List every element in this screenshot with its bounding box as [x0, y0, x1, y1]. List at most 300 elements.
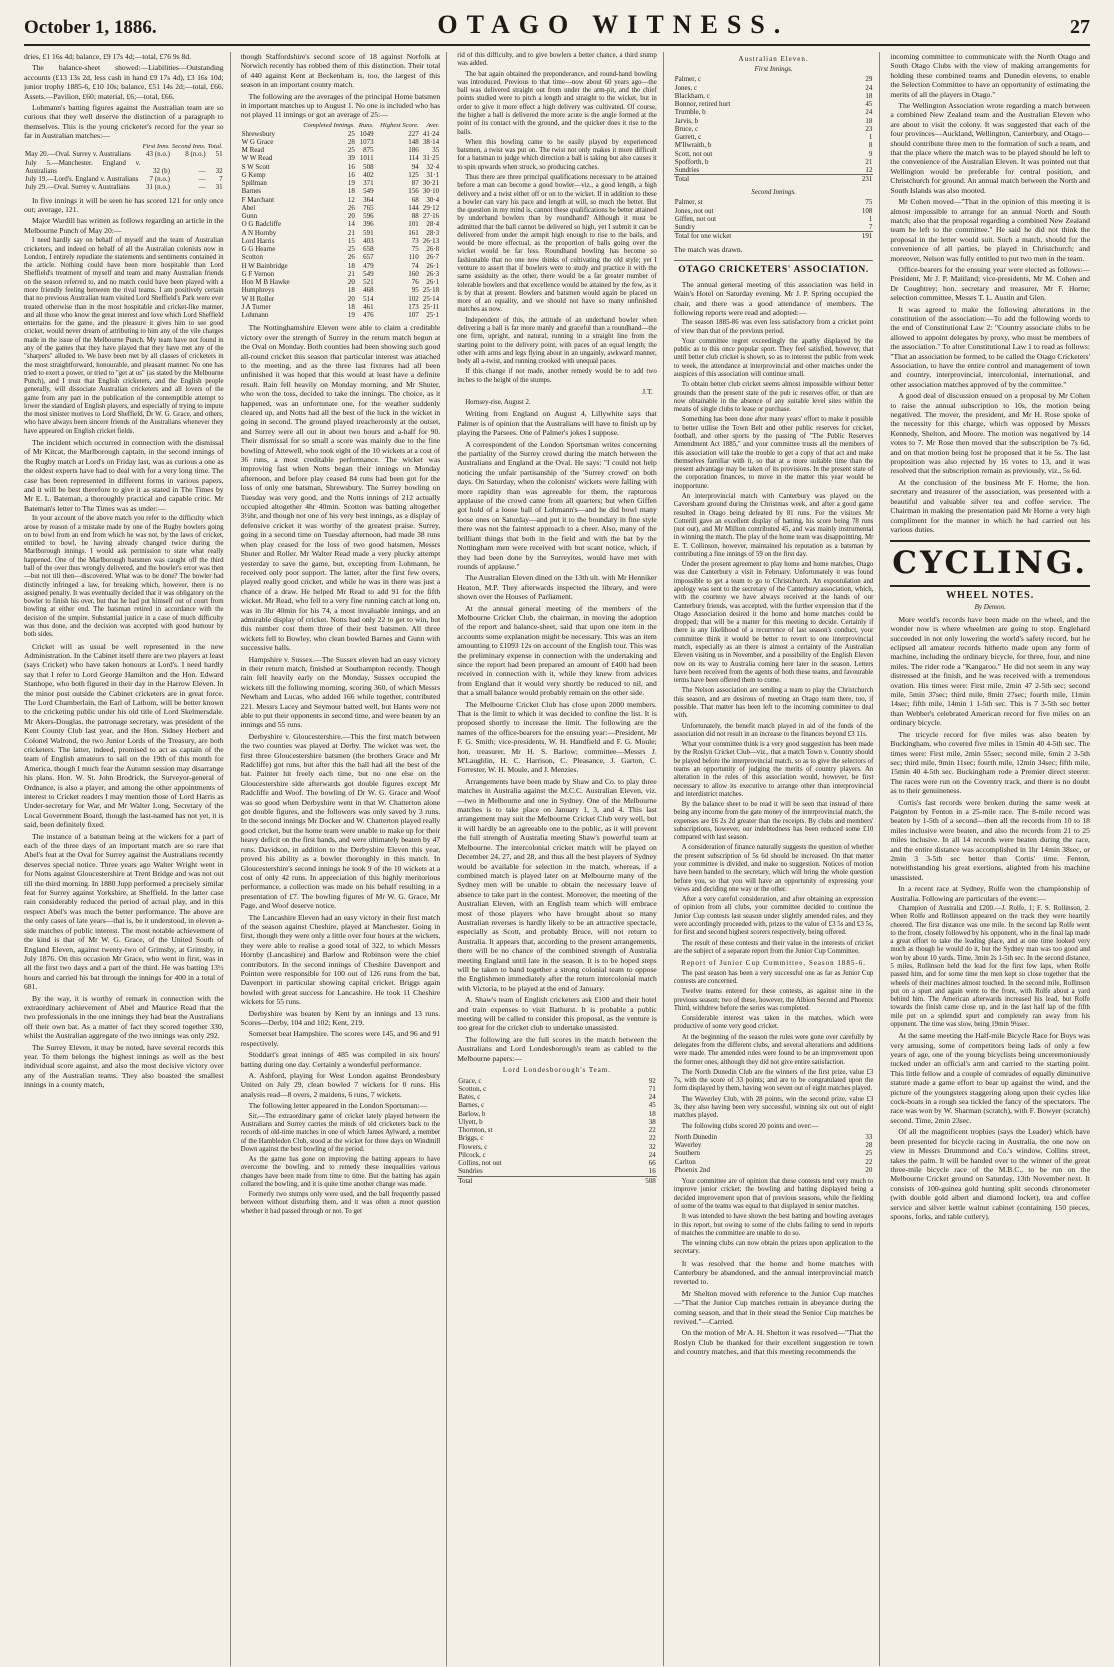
- table-row: [674, 117, 874, 125]
- table-cell: 8 (n.o.): [185, 150, 206, 159]
- table-cell: Abel: [241, 203, 256, 212]
- table-cell: 25: [347, 245, 355, 254]
- report-paragraph: To obtain better club cricket seems almost impossible without better grounds than the present state of the pub ic reserves offer, or than are now obtainable in the absence of any suitable level sites within the means of single clubs to lease or purchase.: [673, 381, 874, 414]
- table-cell: 227: [408, 129, 419, 138]
- table-cell: 38: [648, 1117, 656, 1126]
- table-cell: —: [198, 183, 206, 192]
- table-row: [24, 159, 224, 176]
- table-row: [241, 262, 441, 270]
- table-cell: 45: [648, 1101, 656, 1110]
- paragraph: The Australian Eleven dined on the 13th ult. with Mr Henniker Heaton, M.P. They afterwards inspected the library, and were shown over the Houses of Parliament.: [457, 573, 657, 602]
- table-cell: 35: [432, 146, 440, 155]
- table-cell: 51: [215, 150, 223, 159]
- table-cell: 33: [865, 1132, 873, 1141]
- table-cell: 173: [408, 302, 419, 311]
- table-cell: 30·21: [422, 179, 440, 188]
- section-banner-cycling: CYCLING.: [890, 540, 1090, 586]
- table-cell: 32 (b): [153, 166, 170, 175]
- table-cell: 476: [363, 311, 374, 320]
- table-cell: Total for one wicket: [674, 232, 838, 241]
- table-cell: 591: [363, 228, 374, 237]
- scorecard-title: Australian Eleven.: [738, 55, 809, 63]
- table-row: [674, 223, 874, 232]
- table-cell: W W Read: [241, 154, 273, 163]
- quoted-letter: The bat again obtained the preponderance, and round-hand bowling was introduced. Previous to that time—now about 60 years ago—the ball was delivered straight out from under the arm-pit, and the chief points studied were to pitch a length and straight to the wicket, but in order to give it more effect a high delivery was cultivated. Of course, the higher a ball is delivered the more acute is the angle formed at the point of its contact with the ground, and the quicker does it rise to the bails.: [457, 70, 657, 136]
- table-cell: 20: [347, 278, 355, 287]
- table-row: [457, 1159, 657, 1167]
- table-cell: 1: [868, 214, 873, 223]
- table-row: [674, 84, 874, 92]
- table-cell: O G Radcliffe: [241, 220, 282, 229]
- report-paragraph: What your committee think is a very good suggestion has been made by the Roslyn Cricket Club—viz., that a match Town v. Country should be played before the interprovincial match, so as to give the selectors of teams an opportunity of judging the merits of country players. An alteration in the rules of this association would, however, be first necessary to allow its executive to arrange other than interprovincial and interdistrict matches.: [673, 741, 874, 798]
- table-row: [457, 1077, 657, 1085]
- table-row: [674, 75, 874, 83]
- table-cell: Southern: [674, 1149, 701, 1158]
- table-cell: 7 (n.o.): [149, 175, 170, 184]
- table-cell: 76: [411, 278, 419, 287]
- table-cell: 73: [411, 236, 419, 245]
- report-paragraph: The Nelson association are sending a team to play the Christchurch this season, and are desirous of meeting an Otago team there, too, if possible. That matter has been left to the incoming committee to deal with.: [673, 687, 874, 720]
- table-row: [457, 1118, 657, 1126]
- table-row: [674, 150, 874, 158]
- table-cell: Bates, c: [458, 1093, 481, 1102]
- paragraph: incoming committee to communicate with the North Otago and South Otago Clubs with the view of making arrangements for holding these combined teams and Dunedin elevens, to enable the Selection Committee to have an opportunity of estimating the merits of all the players in Otago.": [890, 52, 1090, 99]
- table-cell: 32·4: [426, 162, 440, 171]
- table-cell: 24: [865, 83, 873, 92]
- table-cell: 87: [411, 179, 419, 188]
- table-row: [674, 125, 874, 133]
- table-cell: 25: [865, 1149, 873, 1158]
- table-row: [241, 229, 441, 237]
- quoted-letter: Independent of this, the attitude of an underhand bowler when delivering a ball is far more manly and graceful than a roundhand—the one firm, upright, and natural, running in a straight line from the starting point to the delivery point, with paces of an equal length; the other with arms and legs flying about in an ungainly, awkward manner, body all a-twist, and running crooked with unequal paces.: [457, 316, 657, 366]
- table-row: [674, 166, 874, 175]
- report-paragraph: An interprovincial match with Canterbury was played on the Caversham ground during the Christmas week, and after a good game resulted in Otago being defeated by 81 runs. For the visitors Mr Cotterill gave an excellent display of batting, his score being 78 runs (not out), and Mr Millton contributed 45, and was mainly instrumental in winning the match. The play of the home team was disappointing. Mr E. T. Collinson, however, maintained his reputation as a batsman by contributing a fine innings of 59 on the first day.: [673, 492, 874, 558]
- paragraph: At the annual general meeting of the members of the Melbourne Cricket Club, the chairman, in moving the adoption of the report and balance-sheet, said that upon one item in the accounts some explanation might be necessary. This was an item amounting to £1093 12s on account of the English tour. This was the preliminary expense in connection with the undertaking and since the report had been prepared an amount of £400 had been received in connection with it, while they knew from advices from England that it would very shortly be reduced to nil, and that a small balance would probably remain on the other side.: [457, 603, 657, 698]
- table-cell: Barlow, b: [458, 1109, 486, 1118]
- table-cell: Gunn: [241, 212, 258, 221]
- table-cell: 26·1: [426, 261, 440, 270]
- table-row: [674, 198, 874, 206]
- table-cell: 22: [865, 1157, 873, 1166]
- table-cell: 160: [408, 269, 419, 278]
- table-row: [241, 253, 441, 261]
- paragraph: Cortis's fast records were broken during the same week at Paignton by Fenton in a 25-mile race. The 8-mile record was beaten by 1-5th of a second—then all the records from 10 to 18 miles inclusive were beaten, and also the records from 21 to 25 miles inclusive. In all 14 records were beaten during the race, and the entire distance was accomplished in 1hr 14min 38sec, or 2min 3 3-5th sec better than Cortis' time. Fenton, notwithstanding his great exertions, alighted from his machine unassisted.: [890, 797, 1090, 882]
- report-paragraph: A consideration of finance naturally suggests the question of whether the present subscription of 5s 6d should be increased. On that matter your committee is divided, and make no suggestion. Notices of motion have been handed to the secretary, which will bring the whole question before you, so that you will have an opportunity of expressing your views and deciding one way or the other.: [673, 844, 874, 893]
- table-cell: 24: [865, 108, 873, 117]
- table-header: Runs.: [358, 121, 374, 129]
- table-row: [457, 1151, 657, 1159]
- article-byline: By Demon.: [974, 603, 1006, 612]
- column-3: [457, 52, 664, 1666]
- table-header: Second Inns.: [171, 142, 206, 150]
- table-row: [241, 130, 441, 138]
- table-row: [241, 245, 441, 253]
- issue-date: October 1, 1886.: [24, 17, 157, 38]
- column-4: [674, 52, 881, 1666]
- table-cell: 144: [408, 203, 419, 212]
- table-row: [241, 286, 441, 294]
- table-row: [457, 1085, 657, 1093]
- table-cell: 26·1: [426, 278, 440, 287]
- table-cell: S W Scott: [241, 162, 270, 171]
- table-row: [241, 220, 441, 228]
- table-row: [241, 179, 441, 187]
- table-cell: 101: [408, 220, 419, 229]
- table-cell: 161: [408, 228, 419, 237]
- report-paragraph: The following clubs scored 20 points and over:—: [681, 1122, 819, 1130]
- table-cell: Sundry: [674, 223, 696, 232]
- table-cell: W G Grace: [241, 137, 274, 146]
- table-cell: Total: [674, 175, 838, 184]
- table-cell: 22: [648, 1134, 656, 1143]
- table-cell: 68: [411, 195, 419, 204]
- table-cell: Ulyett, b: [458, 1117, 483, 1126]
- quoted-letter: When this bowling came to be easily played by experienced batsmen, a twist was put on. The twist not only makes it more difficult for a batsman to judge which direction a ball is taking but also causes it to spin upwards when struck, so producing catches.: [457, 138, 657, 171]
- table-cell: 148: [408, 137, 419, 146]
- table-cell: 88: [411, 212, 419, 221]
- report-paragraph: Unfortunately, the benefit match played in aid of the funds of the association did not result in an increase to the finances beyond £3 11s.: [673, 722, 874, 738]
- article-heading-wheel-notes: WHEEL NOTES.: [946, 589, 1035, 601]
- table-cell: Carlton: [674, 1157, 696, 1166]
- quoted-letter: Formerly two stumps only were used, and the ball frequently passed between without disturbing them, and it was often a moot question whether it had passed through or not. To get: [240, 1191, 441, 1215]
- table-cell: 30·4: [426, 195, 440, 204]
- table-cell: 21: [347, 269, 355, 278]
- table-cell: 25·11: [423, 302, 440, 311]
- column-2: [241, 52, 448, 1666]
- report-paragraph: Your committee are of opinion that these contests tend very much to improve junior cricket; the bowling and batting displayed being a decided improvement upon that of previous seasons, while the fielding of some of the teams was equal to that displayed in senior matches.: [673, 1178, 874, 1210]
- report-paragraph: Champion of Australia and £200.—J. Rolfe, 1; F. S. Rollinson, 2. When Rolfe and Rollinson appeared on the track they were heartily cheered. The first distance was one mile. In the second lap Rolfe went to the front, closely followed by his opponent, who in the final lap made a great effort to take the leading place, and at one time looked very much as though he would do it, but the Sydney man was too good and won by about 10 yards. Time, 3min 2s 1-5th sec. In the second distance, 5 miles, Rollinson held the lead for the first few laps, when Rolfe passed him, and for some time the men kept so close together that the wheels of their machines almost touched. In the second mile, Rollinson put on a spurt and again went to the front, with Rolfe about a yard behind him. The American afterwards increased his lead, but Rolfe towards the finish came close up, and in the last half lap of the fifth mile put on a splendid spurt and completely ran away from his opponent. The time was slow, being 19min 9¾sec.: [890, 905, 1090, 1028]
- report-paragraph: It was intended to have shown the best batting and bowling averages in this report, but owing to some of the clubs failing to send in reports of matches the committee are unable to do so.: [673, 1213, 874, 1237]
- table-cell: 21: [865, 157, 873, 166]
- table-cell: 468: [363, 286, 374, 295]
- report-paragraph: At the beginning of the season the rules were gone over carefully by delegates from the different clubs, and several alterations and additions were made. The amended rules were found to be an improvement upon the former ones, although they did not give entire satisfaction.: [673, 1033, 874, 1066]
- table-cell: Collins, not out: [458, 1159, 502, 1168]
- table-cell: 32: [648, 1142, 656, 1151]
- table-cell: 765: [363, 203, 374, 212]
- table-cell: A N Hornby: [241, 228, 277, 237]
- table-row: [457, 1126, 657, 1134]
- table-row: [241, 295, 441, 303]
- table-cell: Shrewsbury: [241, 129, 276, 138]
- junior-cup-points-table: [674, 1133, 874, 1174]
- table-cell: 94: [411, 162, 419, 171]
- table-cell: 461: [363, 302, 374, 311]
- paragraph: Hampshire v. Sussex.—The Sussex eleven had an easy victory in their return match, finished at Southampton recently. Though rain fell heavily early on the Monday, Sussex occupied the wickets till the following morning, scoring 360, of which Messrs Newham and Lucas, who added 166 while together, contributed 221. Messrs Lacey and Seymour batted well, but Hants were not able to put their opponents in second time, and were beaten by an innings and 55 runs.: [240, 654, 441, 730]
- table-cell: M'Ilwraith, b: [674, 141, 712, 150]
- table-cell: 18: [347, 286, 355, 295]
- paragraph: Writing from England on August 4, Lillywhite says that Palmer is of opinion that the Australians will have to finish up by playing the Parsees. One of Palmer's jokes I suppose.: [457, 409, 657, 438]
- batting-averages-table: [241, 122, 441, 320]
- table-cell: G G Hearne: [241, 245, 276, 254]
- table-cell: Palmer, st: [674, 198, 703, 207]
- table-cell: J A Turner: [241, 302, 271, 311]
- table-row: [674, 108, 874, 116]
- match-result: The match was drawn.: [673, 244, 743, 254]
- table-cell: 875: [363, 146, 374, 155]
- table-cell: 364: [363, 195, 374, 204]
- innings-heading: First Innings.: [754, 64, 793, 73]
- table-cell: 15: [347, 236, 355, 245]
- table-cell: Trumble, b: [674, 108, 706, 117]
- table-cell: 19: [347, 311, 355, 320]
- paragraph: In five innings it will be seen he has scored 121 for only once out; average, 121.: [24, 195, 224, 215]
- paragraph: At the same meeting the Half-mile Bicycle Race for Boys was very amusing, some of competitors being lads of only a few years of age, one of the young bicyclists being unceremoniously tucked under an official's arm and carried to the starting point. This little fellow and a couple of comrades of equally diminutive stature made a game effort to bear up against the wind, and the picture of the youngsters staggering along upon their cycles like cock-boats in a rough sea tickled the fancy of the spectators. The race was won by W. Sharman (scratch), with F. Bowyer (scratch) second. Time, 2min 23sec.: [890, 1031, 1090, 1125]
- table-cell: 596: [363, 212, 374, 221]
- table-cell: Garrett, c: [674, 133, 702, 142]
- table-cell: 16: [347, 162, 355, 171]
- report-paragraph: The North Dunedin Club are the winners of the first prize, value £3 7s, with the score of 33 points; and are to be congratulated upon the form displayed by them, having won seven out of eight matches played.: [673, 1068, 874, 1093]
- table-cell: 26·13: [422, 236, 440, 245]
- table-row: [674, 1158, 874, 1166]
- paragraph: Derbyshire was beaten by Kent by an innings and 13 runs. Scores—Derby, 104 and 102; Kent, 219.: [240, 1008, 441, 1028]
- table-cell: May 20.—Oval. Surrey v. Australians: [25, 150, 131, 159]
- report-paragraph: Twelve teams entered for these contests, as against nine in the previous season; two of these, however, the Albion Second and Phoenix Third, withdrew before the series was completed.: [673, 988, 874, 1012]
- table-row: [241, 311, 441, 319]
- paragraph: The incident which occurred in connection with the dismissal of Mr Kitcat, the Marlborough captain, in the second innings of the Rugby match at Lord's on Friday last, was as curious a one as the oldest experts have had to deal with for a very long time. The case has been represented in different forms in various papers, and it will be best therefore to give it as stated in The Times by Mr E. L. Bateman, a thoroughly practical and capable critic. Mr Bateman's letter to The Times was as under:—: [24, 438, 224, 513]
- paragraph: By the way, it is worthy of remark in connection with the extraordinary achievement of Abel and Maurice Read that the two professionals in the one innings they had beat the Australians off their own bat. As a matter of fact they scored together 330, whilst the Australian aggregate of the two innings was only 292.: [24, 993, 224, 1041]
- table-cell: G Kemp: [241, 170, 266, 179]
- table-cell: 24: [648, 1150, 656, 1159]
- table-cell: 75: [411, 245, 419, 254]
- table-cell: 114: [408, 154, 419, 163]
- letter-address: Hornsey-rise, August 2.: [465, 399, 531, 407]
- table-cell: —: [198, 175, 206, 184]
- table-cell: 108: [861, 206, 873, 215]
- table-cell: 71: [648, 1084, 656, 1093]
- table-header: [24, 143, 141, 151]
- table-row: [674, 100, 874, 108]
- table-cell: 24: [648, 1093, 656, 1102]
- table-cell: 12: [347, 195, 355, 204]
- table-cell: 521: [363, 278, 374, 287]
- table-cell: 25: [347, 146, 355, 155]
- table-total-row: [457, 1176, 657, 1185]
- letter-signature: J.T.: [642, 386, 653, 396]
- table-header: Total.: [207, 142, 223, 150]
- table-cell: W H Roller: [241, 294, 275, 303]
- table-cell: 28: [347, 137, 355, 146]
- table-cell: 18: [347, 187, 355, 196]
- table-row: [457, 1167, 657, 1176]
- paragraph: A. Ashford, playing for West London against Brondesbury United on July 29, clean bowled 7 wickets for 0 runs. His analysis read—8 overs, 2 maidens, 6 runs, 7 wickets.: [240, 1071, 441, 1099]
- paragraph: The following are the full scores in the match between the Australians and Lord Londesborough's team as cabled to the Melbourne papers:—: [457, 1034, 657, 1063]
- table-cell: 20: [865, 1165, 873, 1174]
- report-paragraph: Your committee regret exceedingly the apathy displayed by the public as to this once popular sport. They feel satisfied, however, that until better club cricket is shown, so as to interest the public from week to week, the attendance at interprovincial and other matches under the auspices of this association will continue small.: [673, 337, 874, 378]
- table-cell: 514: [363, 294, 374, 303]
- table-cell: 39: [347, 154, 355, 163]
- paragraph: Arrangements have been made by Shaw and Co. to play three matches in Australia against the M.C.C. Australian Eleven, viz.—two in Melbourne and one in Sydney. One of the Melbourne matches is to take place on January 1, 3, and 4. This last arrangement may suit the Melbourne Cricket Club very well, but it will hardly be an agreeable one to the public, as it will prevent the full strength of Australia meeting Shaw's powerful team at Melbourne. The intercolonial cricket match will be played on December 24, 27, and 28, and thus all the best players of Sydney would be available for selection in the match, whereas, if a combined match is played later on at Melbourne many of the Sydney men will be unable to obtain the necessary leave of absence to take part in the contest. Moreover, the meeting of the Australian Eleven, with an English team which will embrace most of those players who have brought about so many Australian reverses is hardly likely to be an attractive spectacle, especially as Scott, and probably Bruce, will not return to Australia. It appears that, according to the present arrangements, there will be no chance of the combined strength of Australia meeting England until late in the season. It is to be hoped steps will be taken to band together a strong colonial team to oppose the Englishmen immediately after the return intercolonial match with Victoria, to be played at the end of January.: [457, 776, 657, 993]
- table-cell: —: [198, 166, 206, 175]
- table-cell: 75: [865, 198, 873, 207]
- table-cell: 28: [865, 1141, 873, 1150]
- table-row: [457, 1110, 657, 1118]
- table-row: [674, 133, 874, 141]
- table-row: [674, 1149, 874, 1157]
- table-row: [674, 207, 874, 215]
- paragraph: More world's records have been made on the wheel, and the wonder now is where wheelmen are going to stop. Englehard succeeded in not only lowering the world's safety record, but he eclipsed all amateur records hitherto made upon any form of machine, including the ordinary bicycle, for three, four, and nine miles. The rider rode a "Kangaroo." He did not seem in any way distressed at the finish, and he was received with a tremendous ovation. His times were: First mile, 2min 47 2-5th sec; second mile, 5min 37sec; third mile, 8min 27sec; fourth mile, 11min 14sec; fifth mile, 14min 1 1-5th sec. This is 7 3-5th sec better than Webber's celebrated American record for five miles on an ordinary bicycle.: [890, 614, 1090, 728]
- innings-heading: Second Innings.: [751, 187, 796, 196]
- table-cell: 26·3: [426, 269, 440, 278]
- paragraph: The tricycle record for five miles was also beaten by Buckingham, who covered five miles in 15min 40 4-5th sec. The times were: First mile, 2min 55sec; second mile, 6min 2 3-5th sec; third mile, 9min 11sec; fourth mile, 12min 34sec; fifth mile, 15min 40 4-5th sec. Buckingham rode a Premier direct steerer. The races were run on the Coventry track, and there is no doubt as to their genuineness.: [890, 729, 1090, 796]
- paragraph: The Surrey Eleven, it may be noted, have several records this year. To them belongs the highest innings as well as the best individual score against, and also the most decisive victory over any of the Australian teams. They also boasted the smallest innings in a county match,: [24, 1042, 224, 1090]
- table-cell: 18: [347, 302, 355, 311]
- table-row: [24, 150, 224, 158]
- paragraph: It was resolved that the home and home matches with Canterbury be abandoned, and the annual interprovincial match reverted to.: [673, 1258, 874, 1287]
- table-cell: Jones, not out: [674, 206, 714, 215]
- table-cell: Palmer, c: [674, 75, 701, 84]
- table-row: [24, 175, 224, 183]
- paragraph: Cricket will as usual be well represented in the new Administration. In the Cabinet itself there are two players at least (says Cricket) who have taken honours at Lord's. I need hardly say that I refer to Lord George Hamilton and the Hon. Edward Stanhope, who both figured in their day in the Harrow Eleven. In the minor post outside the Cabinet cricketers are in great force. The Lord Chamberlain, the Earl of Lathom, will be better known to the cricketing public under his old title of Lord Skelmersdale. Mr Akers-Douglas, the patronage secretary, was president of the Kent County Club last year, and the Hon. Sidney Herbert and Colonel Walrond, the two Junior Lords of the Treasury, are both cricketers. The latter, indeed, promised to act as captain of the team of English amateurs to sail on the 19th of this month for America, though I much fear the Autumn session may disarrange his plans. Hon. W. St. John Brodrick, the Surveyor-general of Ordnance, is also a player, and among the other appointments of interest to Cricket readers I may mention those of Lord Harris as Under-secretary for War, and Mr Walter Long, Secretary of the Local Government Board, though the last-named has not yet, it is said, been definitely fixed.: [24, 641, 224, 830]
- columns: [24, 52, 1090, 1666]
- table-cell: 66: [648, 1159, 656, 1168]
- table-cell: 31 (n.o.): [146, 183, 170, 192]
- table-cell: 403: [363, 236, 374, 245]
- table-cell: July 5.—Manchester. England v. Australians: [25, 158, 141, 175]
- table-cell: North Dunedin: [674, 1132, 717, 1141]
- table-cell: 25·14: [422, 294, 440, 303]
- table-cell: Thornton, st: [458, 1126, 493, 1135]
- table-cell: 8: [868, 141, 873, 150]
- paragraph: dries, £1 16s 4d; balance, £9 17s 4d;—total, £76 9s 8d.: [24, 52, 192, 61]
- table-cell: Waverley: [674, 1141, 702, 1150]
- table-cell: 1: [868, 133, 873, 142]
- paragraph: The instance of a batsman being at the wickets for a part of each of the three days of an important match are so rare that Abel's feat at the Oval for Surrey against the Australians recently deserves special notice. Three years ago Walter Wright went in for Notts against Gloucestershire at Trent Bridge and was not out till the third morning. In 1880 Jupp performed a precisely similar feat for Surrey against Yorkshire, at Sheffield. In the latter case rain considerably reduced the period of actual play, and in this respect Abel's was much the better performance. The above are the only cases of late years—that is, be it understood, in eleven a-side matches of public interest. The most notable achievement of the kind is that of Mr W. G. Grace, of the United South of England Eleven, against twenty-two of Grimsby, at Grimsby, in July 1876. On this occasion Mr Grace, who went in first, was in all the first two days and a part of the third. He was batting 13½ hours and carried his bat through the innings for 400 in a total of 681.: [24, 831, 224, 992]
- table-cell: 231: [838, 175, 874, 184]
- table-row: [241, 171, 441, 179]
- table-row: [674, 141, 874, 149]
- table-cell: 26·8: [426, 245, 440, 254]
- table-cell: 16: [347, 170, 355, 179]
- table-cell: 186: [408, 146, 419, 155]
- report-paragraph: Under the present agreement to play home and home matches, Otago was due Canterbury a visit in February. Unfortunately it was found impossible to get a team to go to Christchurch. An expostulation and apology was sent to the secretary of the Canterbury association, which, with the courtesy we have always received at the hands of our Canterbury friends, was accepted, with the further expression that if the Otago Association desired it the home and home matches could be dropped; that will be a matter for this meeting to decide. Certainly if there is any likelihood of a recurrence of last season's conduct, your committee think it would be better to revert to one interprovincial match, especially as an there is almost a certainty of the Australian Eleven visiting us in November, and a possibility of the English Eleven now on its way to Australia coming here later in the season. Letters have been received from the agents of both these teams, and favourable terms have been offered them to come.: [673, 561, 874, 685]
- table-cell: 22: [648, 1126, 656, 1135]
- paragraph: Major Wardill has written as follows regarding an article in the Melbourne Punch of May 20:—: [24, 216, 224, 235]
- quoted-letter: rid of this difficulty, and to give bowlers a better chance, a third stump was added.: [457, 52, 657, 68]
- paragraph: In a recent race at Sydney, Rolfe won the championship of Australia. Following are particulars of the event:—: [890, 884, 1090, 903]
- table-cell: 29·12: [422, 203, 440, 212]
- table-cell: Jarvis, b: [674, 116, 699, 125]
- table-cell: 125: [408, 170, 419, 179]
- table-cell: 26: [347, 203, 355, 212]
- table-cell: 25·1: [426, 311, 440, 320]
- table-cell: Bonnor, retired hurt: [674, 100, 731, 109]
- paragraph: The Nottinghamshire Eleven were able to claim a creditable victory over the strength of Surrey in the return match begun at the Oval on Monday. Both counties had been showing such good all-round cricket this season that particular interest was attached to the meeting, and as the three last fixtures had all been unfinished it was hoped that this would at least have a definite result. Rain fell heavily on Monday morning, and Mr Shuter, who won the toss, decided to take the innings. The choice, as it happened, was an unfortunate one, for the weather suddenly cleared up, and Notts had all the best of the luck in the wicket in going in second. The ground played treacherously at the outset, and Surrey were all out in about two hours and a-half for 90. Their dismissal for so small a score was mainly due to the fine bowling of Attewell, who took eight of the 10 wickets at a cost of 36 runs, a most creditable performance. The wicket was improving fast when Notts began their innings on Monday afternoon, and before play ceased 84 runs had been got for the loss of only one batsman, Shrewsbury. The Surrey bowling on Tuesday was very good, and the Notts innings of 212 actually occupied altogether 4hr 40min. Scotton was batting altogether 3½hr, and though not one of his very best innings, as a display of defensive cricket it was worthy of the greatest praise. Surrey, going in a second time on Tuesday afternoon, had made 38 runs when play ceased for the loss of two good batsmen, Messrs Shuter and Roller. Mr Walter Read made a very plucky attempt yesterday to save the game, but, excepting from Lohmann, he received only poor support. The latter, after the first few overs, played really good cricket, and while he was in there was just a chance of a draw. He helped Mr Read to add 91 for the fifth wicket. Mr Read, who fell to a very fine running catch at long on, was in 3hr 40min for his 74, a most invaluable innings, and an admirable display of cricket. Notts had only 22 to get to win, but this number cost them three of their best batsmen. All three wickets fell to Bowley, who clean bowled Barnes and Gunn with successive balls.: [240, 323, 441, 653]
- table-cell: 1073: [359, 137, 374, 146]
- table-cell: 18: [865, 116, 873, 125]
- table-row: [457, 1101, 657, 1109]
- table-cell: 20: [347, 212, 355, 221]
- table-cell: Hon M B Hawke: [241, 278, 290, 287]
- paragraph: Stoddart's great innings of 485 was compiled in six hours' batting during one day. Certainly a wonderful performance.: [240, 1050, 441, 1069]
- table-cell: 508: [614, 1176, 657, 1185]
- table-row: [241, 163, 441, 171]
- table-header-row: [241, 122, 441, 130]
- paragraph: A. Shaw's team of English cricketers ask £100 and their hotel and train expenses to visit Bathurst. It is probable a public meeting will be called to consider this proposal, as the venture is too great for the cricket club to undertake unassisted.: [457, 995, 657, 1033]
- table-row: [241, 303, 441, 311]
- report-paragraph: Something has been done after many years' effort to make it possible to better utilise the Town Belt and other public reserves for cricket, football, and other sports by the passing of "The Public Reserves Amendment Act 1885," and your committee trusts all the members of this association will take the trouble to get a copy of that act and make themselves familiar with it, so that at a more suitable time than the present advantage may be taken of its provisions. In the present state of the corporation finances, to move in the matter this year would be inopportune.: [673, 416, 874, 490]
- table-row: [241, 187, 441, 195]
- table-cell: Scotton: [241, 253, 263, 262]
- table-total-row: [674, 175, 874, 184]
- table-cell: July 29.—Oval. Surrey v. Australians: [25, 183, 130, 192]
- table-row: [241, 212, 441, 220]
- table-cell: Giffen, not out: [674, 214, 717, 223]
- paragraph: It was agreed to make the following alterations in the constitution of the association:—To add the following words to the end of Constitutional Law 2: "Country associate clubs to be allowed to appoint delegates by proxy, who must be members of the association." To alter Constitutional Law 1 to read as follows: "That an association be formed, to be called the Otago Cricketers' Association, to have the entire control and management of town and country, interprovincial, intercolonial, international, and other association matches approved of by the committee.": [890, 304, 1090, 389]
- quoted-letter: Sir,—The extraordinary game of cricket lately played between the Australians and Surrey carries the minds of old cricketers back to the records of old-time matches in one of which James Aylward, a member of the Hambledon Club, stood at the wicket for three days on Windmill Down against the best bowling of the period.: [240, 1112, 441, 1153]
- table-cell: Phoenix 2nd: [674, 1165, 710, 1174]
- column-1: [24, 52, 231, 1666]
- paragraph: The annual general meeting of this association was held in Wain's Hotel on Saturday evening. Mr J. P. Spring occupied the chair, and there was a good attendance of members. The following reports were read and adopted:—: [673, 279, 874, 317]
- table-cell: 19: [347, 179, 355, 188]
- table-cell: 657: [363, 253, 374, 262]
- table-cell: Flowers, c: [458, 1142, 488, 1151]
- table-row: [674, 158, 874, 166]
- table-cell: M Read: [241, 146, 264, 155]
- table-cell: Sundries: [674, 166, 700, 175]
- table-cell: 29: [865, 75, 873, 84]
- report-heading: Report of Junior Cup Committee, Season 1885-6.: [681, 959, 866, 968]
- table-cell: 18: [648, 1109, 656, 1118]
- table-header: Completed Innings.: [303, 121, 355, 129]
- table-cell: 12: [865, 166, 873, 175]
- table-cell: Scott, not out: [674, 149, 713, 158]
- australian-first-innings: [674, 75, 874, 183]
- table-row: [241, 204, 441, 212]
- table-cell: G F Vernon: [241, 269, 275, 278]
- paragraph: The Melbourne Cricket Club has close upon 2000 members. That is the limit to which it was decided to confine the list. It is proposed shortly to increase the limit. The following are the names of the office-bearers for the ensuing year:—President, Mr F. G. Smith; vice-presidents, W. H. Handfield and F. G. Moule; hon. treasurer, Mr H. S. Barlow; committee—Messrs J. M'Laughlin, H. C. Harrison, C. Pleasance, J. Garton, C. Forrester, W. H. Moule, and J. Menzies.: [457, 699, 657, 775]
- table-cell: 1011: [359, 154, 374, 163]
- table-cell: 26: [347, 253, 355, 262]
- report-paragraph: Considerable interest was taken in the matches, which were productive of some very good cricket.: [673, 1015, 874, 1031]
- paragraph: The balance-sheet showed:—Liabilities—Outstanding accounts (£13 13s 2d, less cash in hand £9 17s 4d), £3 16s 10d; junior trophy 1885-6, £10 10s; balance, £51 14s 2d;—total, £66. Assets.—Pavilion, £60; material, £6;—total, £66.: [24, 63, 224, 101]
- table-cell: 27·16: [422, 212, 440, 221]
- report-paragraph: The Waverley Club, with 28 points, win the second prize, value £3 3s, they also having been very successful, winning six out out of eight matches played.: [673, 1095, 874, 1120]
- table-cell: 658: [363, 245, 374, 254]
- table-cell: Blackham, c: [674, 91, 710, 100]
- table-cell: 31: [215, 183, 223, 192]
- quoted-letter: If this change if not made, another remedy would be to add two inches to the height of the stumps.: [457, 368, 657, 384]
- table-cell: 21: [347, 228, 355, 237]
- scorecard-title: Lord Londesborough's Team.: [502, 1066, 612, 1075]
- table-row: [241, 138, 441, 146]
- report-paragraph: The past season has been a very successful one as far as Junior Cup contests are concerned.: [673, 969, 874, 986]
- paragraph: Office-bearers for the ensuing year were elected as follows:—President, Mr J. P. Maitland; vice-presidents, Mr M. Cohen and Dr Coughtrey; hon. secretary and treasurer, Mr F. Horne; selection committee, Messrs T. L. Austin and Glen.: [890, 264, 1090, 303]
- paragraph: Lohmann's batting figures against the Australian team are so curious that they well deserve the distinction of a paragraph to themselves. This is the young cricketer's record for the year so far in Australian matches:—: [24, 103, 224, 141]
- table-row: [674, 1133, 874, 1141]
- lohmann-batting-table: [24, 143, 224, 192]
- table-cell: 156: [408, 187, 419, 196]
- table-cell: 25·18: [422, 286, 440, 295]
- table-cell: 25: [347, 129, 355, 138]
- table-cell: 371: [363, 179, 374, 188]
- table-row: [241, 237, 441, 245]
- table-cell: 26·7: [426, 253, 440, 262]
- australian-second-innings: [674, 198, 874, 240]
- table-cell: Pilcock, c: [458, 1150, 486, 1159]
- table-cell: 45: [865, 100, 873, 109]
- paragraph: At the conclusion of the business Mr F. Horne, the hon. secretary and treasurer of the association, was presented with a beautiful and valuable silver tea and coffee service. The Chairman in making the presentation paid Mr Horne a very high compliment for the manner in which he had carried out his various duties.: [890, 477, 1090, 534]
- table-cell: 16: [648, 1167, 656, 1176]
- report-paragraph: The season 1885-86 was even less satisfactory from a cricket point of view than that of the previous period.: [673, 319, 874, 335]
- table-cell: 402: [363, 170, 374, 179]
- table-cell: Lohmann: [241, 311, 269, 320]
- table-cell: 28·4: [426, 220, 440, 229]
- table-row: [241, 146, 441, 154]
- table-cell: Jones, c: [674, 83, 697, 92]
- paragraph: A correspondent of the London Sportsman writes concerning the partiality of the Surrey crowd during the match between the Australians and England at the Oval. He says: "I could not help noticing the unfair partisanship of the 'Surrey crowd' on both days. On Saturday, when the colonists' wickets were falling with more rapidity than was agreeable for them, the rapturous applause of the crowd came from all quarters; but when Giffen got hold of a loose ball of Lohmann's—and he did bowl many loose ones on Saturday—and put it to the boundary in fine style there was not the faintest approach to a cheer. Also, many of the brilliant things that both in the field and with the bat by the Nottingham men were received with but scant notice, which, if they had been done by the Surreyites, would have met with rounds of applause.": [457, 439, 657, 571]
- table-row: [674, 1166, 874, 1174]
- table-header-row: [24, 143, 224, 151]
